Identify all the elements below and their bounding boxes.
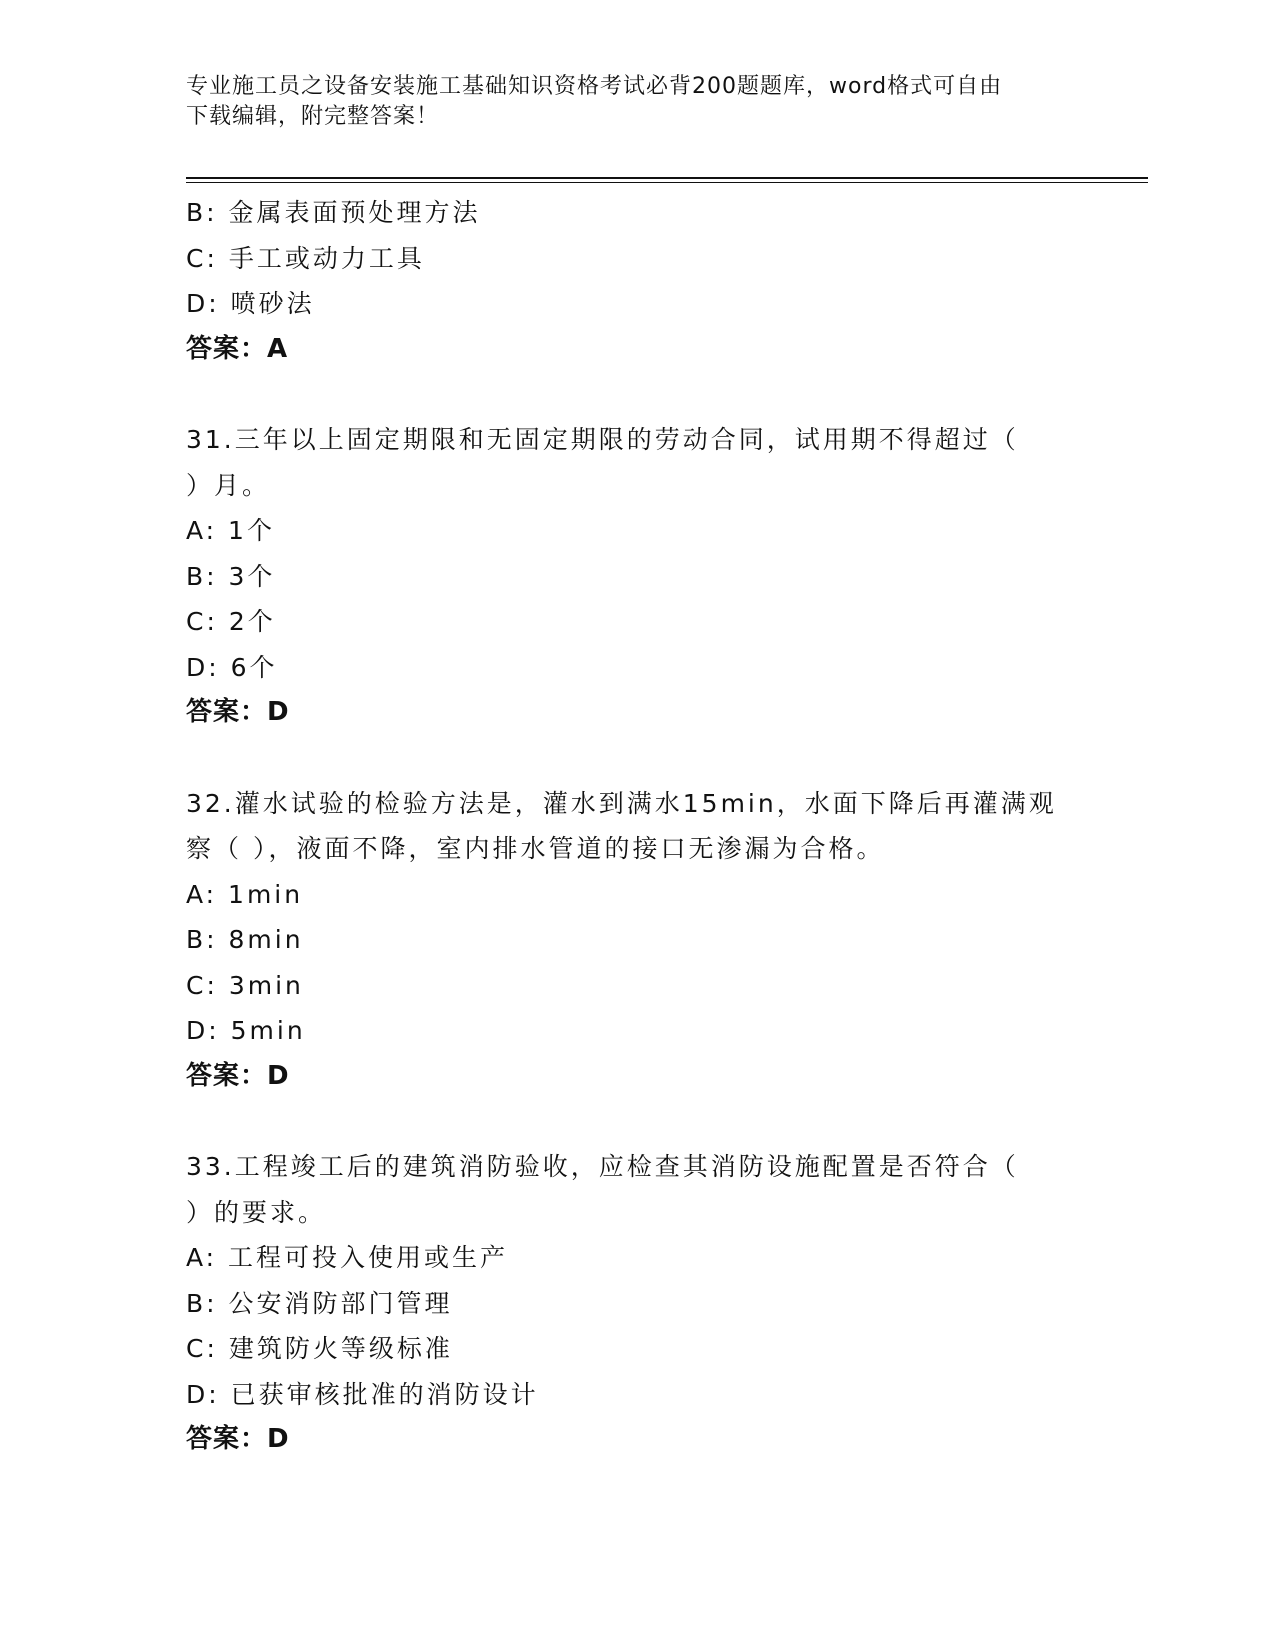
option-c: C: 手工或动力工具	[186, 243, 425, 273]
question-list	[186, 190, 1066, 1463]
answer: 答案：A	[186, 333, 289, 364]
header-title-line-1: 专业施工员之设备安装施工基础知识资格考试必背200题题库，word格式可自由	[186, 74, 1003, 99]
option-b: B: 公安消防部门管理	[186, 1288, 453, 1318]
option-d: D: 6个	[186, 652, 278, 682]
question-text-continued: 察（ ），液面不降，室内排水管道的接口无渗漏为合格。	[186, 834, 885, 863]
option-b: B: 8min	[186, 925, 304, 954]
answer: 答案：D	[186, 1060, 290, 1091]
option-c: C: 建筑防火等级标准	[186, 1334, 453, 1363]
document-header	[186, 72, 1066, 132]
option-c: C: 2个	[186, 607, 276, 636]
question-text-continued: ）月。	[186, 470, 271, 500]
question-text: 31.三年以上固定期限和无固定期限的劳动合同，试用期不得超过（	[186, 425, 1019, 454]
question-30-continued	[186, 190, 1066, 372]
option-d: D: 喷砂法	[186, 289, 315, 318]
option-b: B: 3个	[186, 561, 276, 591]
option-b: B: 金属表面预处理方法	[186, 198, 481, 227]
answer: 答案：D	[186, 697, 290, 727]
option-c: C: 3min	[186, 970, 304, 1000]
header-divider-thick	[186, 177, 1148, 179]
question-text: 32.灌水试验的检验方法是，灌水到满水15min，水面下降后再灌满观	[186, 788, 1057, 818]
header-divider-thin	[186, 182, 1148, 183]
option-a: A: 1min	[186, 879, 304, 909]
question-text: 33.工程竣工后的建筑消防验收，应检查其消防设施配置是否符合（	[186, 1152, 1019, 1181]
question-33	[186, 1144, 1066, 1463]
option-d: D: 已获审核批准的消防设计	[186, 1379, 539, 1409]
header-title-line-2: 下载编辑，附完整答案！	[186, 104, 440, 129]
question-31	[186, 417, 1066, 736]
option-a: A: 1个	[186, 516, 275, 545]
answer: 答案：D	[186, 1424, 290, 1454]
spacer	[186, 372, 1066, 417]
question-text-continued: ）的要求。	[186, 1197, 327, 1227]
question-32	[186, 781, 1066, 1100]
spacer	[186, 736, 1066, 781]
spacer	[186, 1099, 1066, 1144]
option-a: A: 工程可投入使用或生产	[186, 1243, 509, 1272]
option-d: D: 5min	[186, 1016, 306, 1045]
